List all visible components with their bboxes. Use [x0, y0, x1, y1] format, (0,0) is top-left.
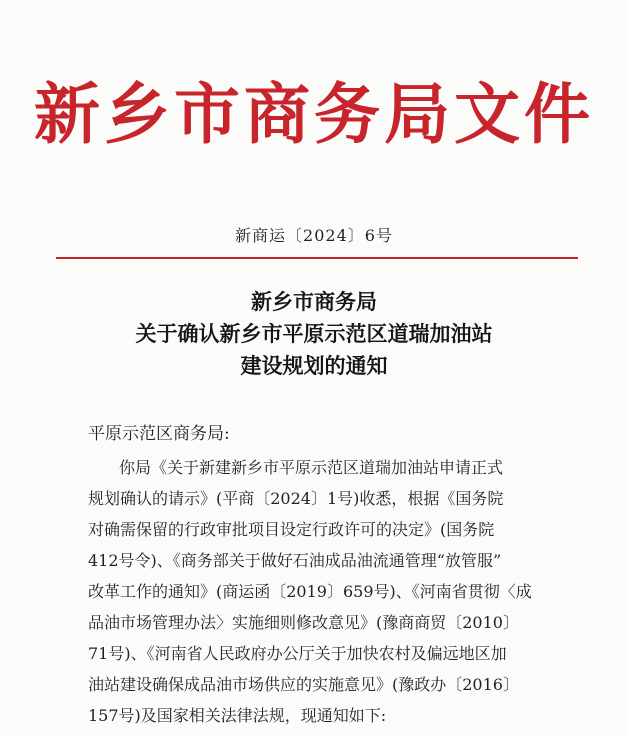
body-line-5: 改革工作的通知》(商运函〔2019〕659号)、《河南省贯彻〈成 [88, 582, 532, 601]
notice-title [0, 286, 628, 382]
body-line-8: 油站建设确保成品油市场供应的实施意见》(豫政办〔2016〕 [88, 675, 519, 694]
body-line-3: 对确需保留的行政审批项目设定行政许可的决定》(国务院 [88, 520, 495, 539]
body-line-9: 157号)及国家相关法律法规，现通知如下: [88, 706, 387, 725]
notice-title-line-2: 关于确认新乡市平原示范区道瑞加油站 [135, 321, 493, 346]
body-line-7: 71号)、《河南省人民政府办公厅关于加快农村及偏远地区加 [88, 644, 507, 663]
red-divider-line [56, 257, 578, 259]
body-line-1: 你局《关于新建新乡市平原示范区道瑞加油站申请正式 [119, 458, 504, 477]
notice-title-line-1: 新乡市商务局 [251, 289, 377, 314]
document-number: 新商运〔2024〕6号 [235, 226, 393, 245]
body-line-6: 品油市场管理办法〉实施细则修改意见》(豫商商贸〔2010〕 [88, 613, 519, 632]
body-line-2: 规划确认的请示》(平商〔2024〕1号)收悉，根据《国务院 [88, 489, 504, 508]
notice-title-line-3: 建设规划的通知 [240, 353, 388, 378]
agency-title: 新乡市商务局文件 [34, 75, 594, 153]
recipient-line: 平原示范区商务局: [88, 424, 230, 444]
body-line-4: 412号令)、《商务部关于做好石油成品油流通管理“放管服” [88, 551, 502, 570]
